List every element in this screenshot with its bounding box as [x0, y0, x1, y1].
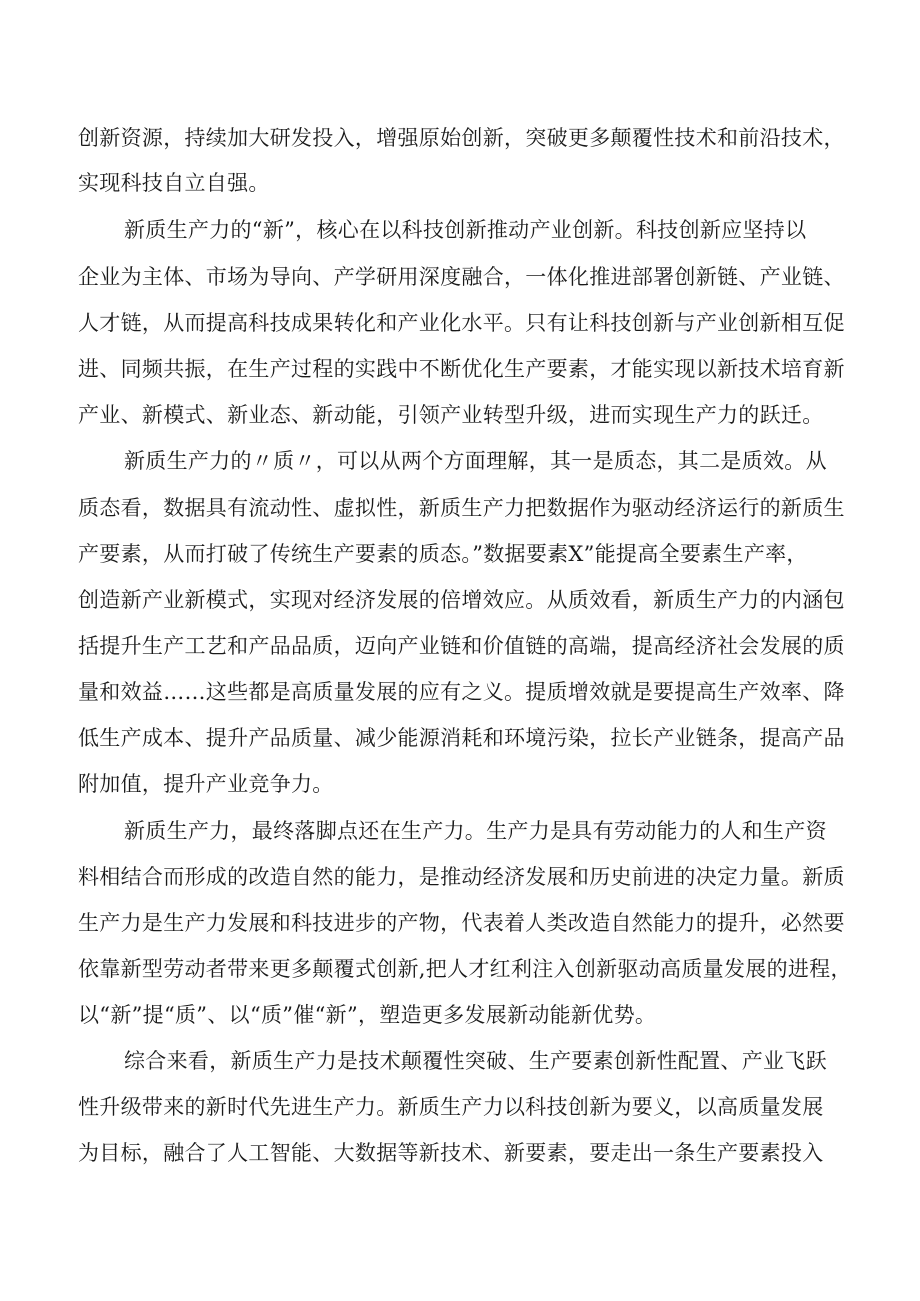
text-line: 进、同频共振，在生产过程的实践中不断优化生产要素，才能实现以新技术培育新 [78, 357, 845, 381]
text-line: 料相结合而形成的改造自然的能力，是推动经济发展和历史前进的决定力量。新质 [78, 865, 845, 889]
text-line: 为目标，融合了人工智能、大数据等新技术、新要素，要走出一条生产要素投入 [78, 1141, 824, 1165]
text-line: 量和效益……这些都是高质量发展的应有之义。提质增效就是要提高生产效率、降 [78, 680, 845, 704]
paragraph-first-line: 综合来看，新质生产力是技术颠覆性突破、生产要素创新性配置、产业飞跃 [124, 1049, 827, 1073]
text-line: 性升级带来的新时代先进生产力。新质生产力以科技创新为要义，以高质量发展 [78, 1095, 824, 1119]
text-line: 生产力是生产力发展和科技进步的产物，代表着人类改造自然能力的提升，必然要 [78, 911, 845, 935]
text-line: 创新资源，持续加大研发投入，增强原始创新，突破更多颠覆性技术和前沿技术， [78, 126, 845, 150]
text-line: 企业为主体、市场为导向、产学研用深度融合，一体化推进部署创新链、产业链、 [78, 265, 845, 289]
text-line: 括提升生产工艺和产品品质，迈向产业链和价值链的高端，提高经济社会发展的质 [78, 634, 845, 658]
text-line: 依靠新型劳动者带来更多颠覆式创新,把人才红利注入创新驱动高质量发展的进程， [78, 957, 852, 981]
text-line: 以“新”提“质”、以“质”催“新”，塑造更多发展新动能新优势。 [78, 1003, 657, 1027]
paragraph-first-line: 新质生产力的“新”，核心在以科技创新推动产业创新。科技创新应坚持以 [124, 218, 807, 242]
text-line: 产要素，从而打破了传统生产要素的质态。”数据要素X”能提高全要素生产率， [78, 542, 808, 566]
text-line: 附加值，提升产业竞争力。 [78, 772, 334, 796]
text-line: 低生产成本、提升产品质量、减少能源消耗和环境污染，拉长产业链条，提高产品 [78, 726, 845, 750]
text-line: 实现科技自立自强。 [78, 171, 270, 195]
text-line: 创造新产业新模式，实现对经济发展的倍增效应。从质效看，新质生产力的内涵包 [78, 588, 845, 612]
paragraph-first-line: 新质生产力，最终落脚点还在生产力。生产力是具有劳动能力的人和生产资 [124, 819, 827, 843]
text-line: 产业、新模式、新业态、新动能，引领产业转型升级，进而实现生产力的跃迁。 [78, 403, 824, 427]
text-line: 质态看，数据具有流动性、虚拟性，新质生产力把数据作为驱动经济运行的新质生 [78, 496, 845, 520]
text-line: 人才链，从而提高科技成果转化和产业化水平。只有让科技创新与产业创新相互促 [78, 311, 845, 335]
paragraph-first-line: 新质生产力的〃质〃，可以从两个方面理解，其一是质态，其二是质效。从 [124, 449, 827, 473]
